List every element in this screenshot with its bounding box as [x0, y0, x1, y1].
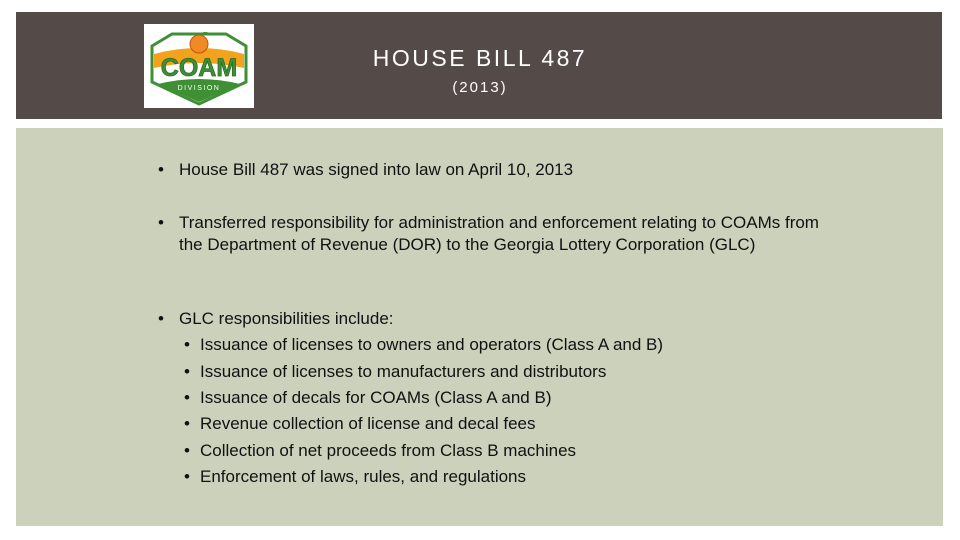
slide-title: HOUSE BILL 487 [372, 45, 588, 71]
sub-bullet-text: Enforcement of laws, rules, and regulations [200, 467, 527, 486]
sub-bullet-dot: • [184, 335, 190, 354]
coam-logo-graphic [144, 24, 254, 108]
sub-bullet-item [181, 466, 821, 488]
bullet-dot: • [158, 309, 164, 328]
sub-bullet-dot: • [184, 362, 190, 381]
bullet-text: GLC responsibilities include: [179, 309, 394, 328]
sub-bullet-dot: • [184, 467, 190, 486]
sub-bullet-dot: • [184, 388, 190, 407]
bullet-dot: • [158, 160, 164, 179]
sub-bullet-item [181, 334, 821, 356]
bullet-item [158, 308, 838, 330]
bullet-list [16, 128, 943, 526]
sub-bullet-text: Issuance of licenses to manufacturers and distributors [200, 362, 607, 381]
bullet-item [158, 212, 838, 255]
content-panel [16, 128, 943, 526]
sub-bullet-item [181, 413, 821, 435]
sub-bullet-item [181, 361, 821, 383]
coam-logo [144, 24, 254, 108]
logo-wordmark: COAM [160, 54, 238, 82]
sub-bullet-item [181, 387, 821, 409]
bullet-text: House Bill 487 was signed into law on April 10, 2013 [179, 160, 574, 179]
bullet-item [158, 159, 838, 181]
logo-subtext: DIVISION [177, 85, 221, 92]
sub-bullet-text: Collection of net proceeds from Class B machines [200, 441, 577, 460]
sub-bullet-text: Issuance of licenses to owners and operators (Class A and B) [200, 335, 664, 354]
sub-bullet-item [181, 440, 821, 462]
sub-bullet-dot: • [184, 441, 190, 460]
bullet-dot: • [158, 213, 164, 232]
slide-subtitle: (2013) [452, 79, 508, 96]
sub-bullet-text: Issuance of decals for COAMs (Class A and B) [200, 388, 552, 407]
sub-bullet-dot: • [184, 414, 190, 433]
sub-bullet-text: Revenue collection of license and decal fees [200, 414, 536, 433]
bullet-text: Transferred responsibility for administration and enforcement relating to COAMs from the Department of Revenue (DOR) to the Georgia Lottery Corporation (GLC) [179, 213, 819, 254]
